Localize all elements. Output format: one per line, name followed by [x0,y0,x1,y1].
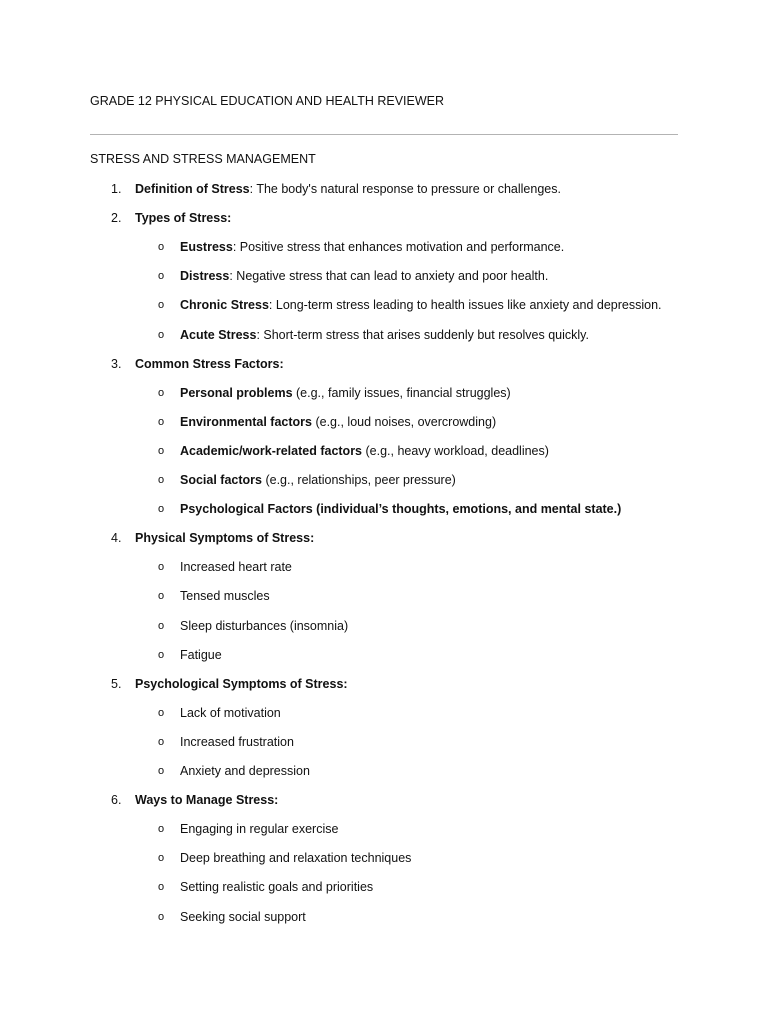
sub-item-description: : Positive stress that enhances motivation and performance. [232,240,565,255]
sub-item-heading: Acute Stress [180,327,257,342]
sub-item-text [180,879,373,895]
item-description: : The body's natural response to pressure or challenges. [249,182,561,196]
sub-item-description: Engaging in regular exercise [180,822,339,837]
sub-item-text [180,443,549,459]
item-number: 6. [111,793,122,808]
bullet-icon: o [158,241,165,254]
sub-item-description: Anxiety and depression [180,764,310,778]
item-heading: Types of Stress: [135,211,232,226]
bullet-icon: o [158,910,165,923]
bullet-icon: o [158,735,165,748]
item-number: 4. [111,531,122,546]
sub-item-text [180,647,222,663]
sub-item-description: : Negative stress that can lead to anxiety and poor health. [229,269,549,284]
sub-item-heading: Personal problems [180,385,293,400]
bullet-icon: o [158,823,165,836]
sub-item-heading: Psychological Factors (individual’s thoughts, emotions, and mental state.) [180,502,622,517]
sub-item-text [180,909,306,925]
item-text [135,530,314,546]
bullet-icon: o [158,561,165,574]
sub-item-text [180,588,270,604]
bullet-icon: o [158,648,165,661]
sub-item-heading: Chronic Stress [180,298,269,313]
sub-item-text [180,705,281,721]
sub-item-text [180,618,348,634]
sub-item-heading: Social factors [180,473,262,487]
sub-item-text [180,821,338,837]
sub-item-description: Seeking social support [180,909,306,924]
sub-item-text [180,385,511,401]
item-heading: Definition of Stress [135,182,250,196]
sub-item-description: Increased heart rate [180,560,292,575]
horizontal-divider [90,134,678,135]
sub-item-description: Fatigue [180,647,222,662]
sub-item-heading: Academic/work-related factors [180,443,363,458]
bullet-icon: o [158,881,165,894]
sub-item-heading: Distress [180,269,230,284]
item-number: 2. [111,211,122,226]
item-number: 3. [111,356,122,371]
sub-item-heading: Eustress [180,240,233,255]
sub-item-text [180,501,621,517]
sub-item-text [180,239,564,255]
sub-item-description: (e.g., family issues, financial struggles) [292,385,511,400]
sub-item-text [180,268,548,284]
bullet-icon: o [158,270,165,283]
item-text [135,356,284,372]
sub-item-text [180,414,496,430]
sub-item-description: Setting realistic goals and priorities [180,880,374,895]
bullet-icon: o [158,444,165,457]
item-number: 5. [111,676,122,691]
item-heading: Ways to Manage Stress: [135,793,279,808]
sub-item-description: Deep breathing and relaxation techniques [180,851,412,866]
bullet-icon: o [158,328,165,341]
sub-item-text [180,472,456,488]
sub-item-description: Lack of motivation [180,705,281,720]
item-heading: Physical Symptoms of Stress: [135,531,315,546]
sub-item-text [180,559,292,575]
sub-item-text [180,850,411,866]
sub-item-description: (e.g., loud noises, overcrowding) [311,414,497,429]
bullet-icon: o [158,415,165,428]
item-text [135,676,348,692]
item-number: 1. [111,182,122,196]
sub-item-text [180,734,294,750]
sub-item-heading: Environmental factors [180,414,312,429]
item-text [135,181,561,197]
section-title: STRESS AND STRESS MANAGEMENT [90,152,316,166]
bullet-icon: o [158,503,165,516]
sub-item-description: Increased frustration [180,734,294,749]
bullet-icon: o [158,299,165,312]
item-text [135,210,231,226]
sub-item-description: (e.g., heavy workload, deadlines) [362,443,549,458]
item-heading: Psychological Symptoms of Stress: [135,676,348,691]
sub-item-description: : Short-term stress that arises suddenly but resolves quickly. [256,327,589,342]
document-title: GRADE 12 PHYSICAL EDUCATION AND HEALTH REVIEWER [90,94,445,108]
sub-item-description: Tensed muscles [180,589,270,604]
sub-item-description: Sleep disturbances (insomnia) [180,618,349,633]
sub-item-description: (e.g., relationships, peer pressure) [261,473,456,487]
bullet-icon: o [158,619,165,632]
item-heading: Common Stress Factors: [135,356,284,371]
bullet-icon: o [158,474,165,486]
sub-item-description: : Long-term stress leading to health issues like anxiety and depression. [268,298,662,313]
bullet-icon: o [158,590,165,603]
bullet-icon: o [158,765,165,777]
bullet-icon: o [158,386,165,399]
bullet-icon: o [158,852,165,865]
item-text [135,792,278,808]
sub-item-text [180,297,662,313]
sub-item-text [180,763,310,779]
sub-item-text [180,327,589,343]
bullet-icon: o [158,706,165,719]
